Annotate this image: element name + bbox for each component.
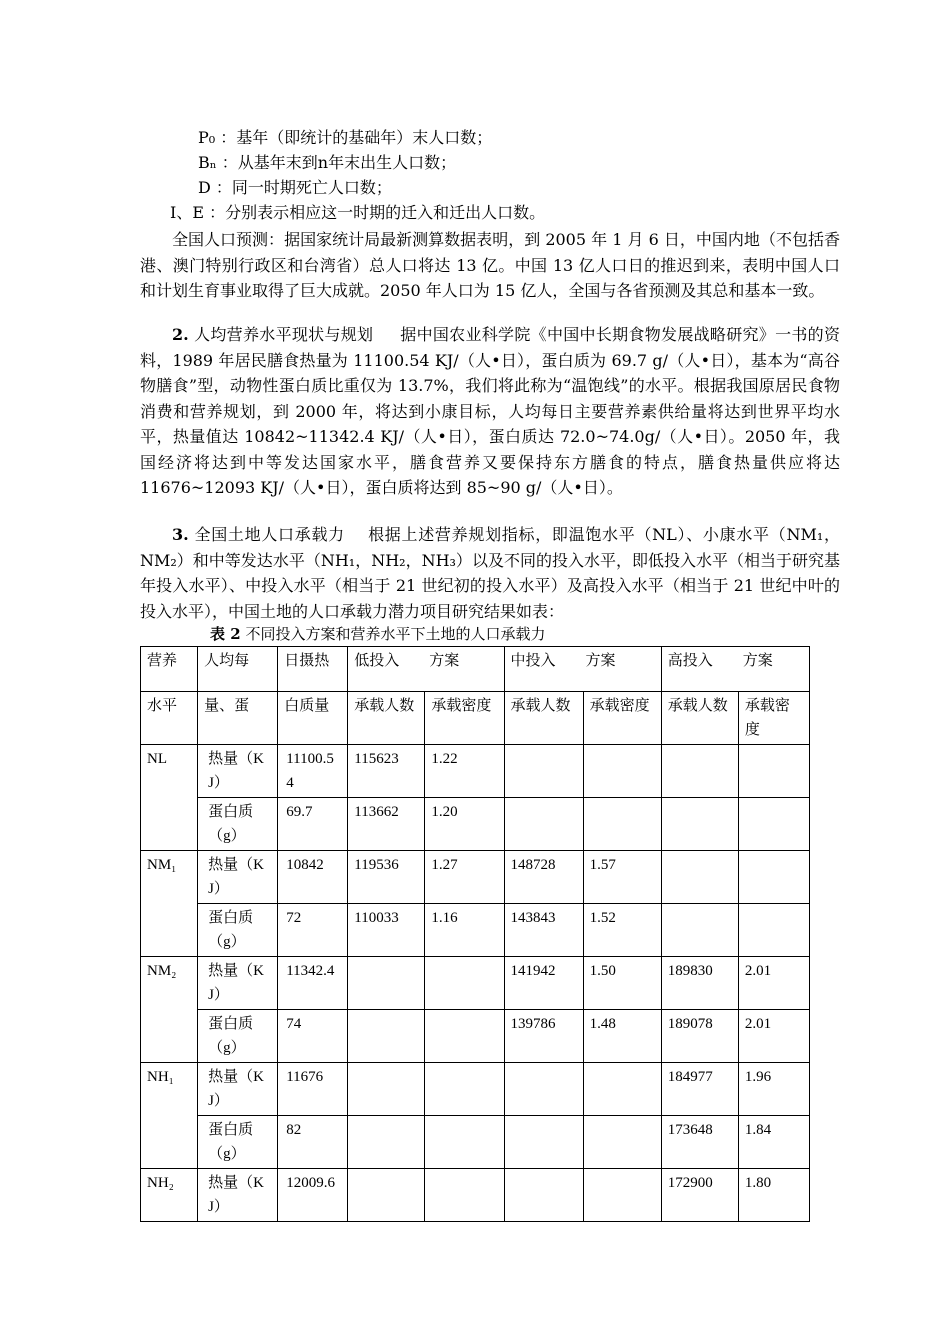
mid-people-cell: 143843: [504, 904, 583, 957]
section-2-paragraph: [140, 322, 840, 501]
mid-density-cell: [583, 1169, 661, 1222]
high-people-cell: [661, 904, 738, 957]
item-cell: 蛋白质（g）: [198, 904, 278, 957]
header-level-2: 水平: [141, 692, 198, 745]
header-intake-1: 日摄热: [278, 647, 348, 692]
item-cell: 热量（KJ）: [198, 745, 278, 798]
intake-cell: 11100.54: [278, 745, 348, 798]
table-row: [141, 1010, 810, 1063]
item-cell: 热量（KJ）: [198, 1169, 278, 1222]
high-people-cell: 172900: [661, 1169, 738, 1222]
high-people-cell: 189830: [661, 957, 738, 1010]
low-people-cell: 113662: [348, 798, 425, 851]
low-people-cell: [348, 1010, 425, 1063]
high-density-cell: [738, 904, 809, 957]
high-people-cell: [661, 798, 738, 851]
definition-p0: P₀ ：基年（即统计的基础年）末人口数；: [198, 128, 493, 147]
table-header-row-2: [141, 692, 810, 745]
low-people-cell: 119536: [348, 851, 425, 904]
section-3-heading: 全国土地人口承载力: [194, 525, 345, 544]
header-low-input: 低投入 方案: [348, 647, 504, 692]
item-cell: 热量（KJ）: [198, 1063, 278, 1116]
header-low-density: 承载密度: [425, 692, 504, 745]
mid-density-cell: [583, 1116, 661, 1169]
nutrition-level-cell: NH₁: [141, 1063, 198, 1169]
low-density-cell: [425, 1116, 504, 1169]
intake-cell: 69.7: [278, 798, 348, 851]
high-density-cell: 1.80: [738, 1169, 809, 1222]
low-people-cell: 110033: [348, 904, 425, 957]
high-people-cell: [661, 745, 738, 798]
header-mid-input: 中投入 方案: [504, 647, 661, 692]
intake-cell: 10842: [278, 851, 348, 904]
header-high-input: 高投入 方案: [661, 647, 809, 692]
low-density-cell: [425, 1169, 504, 1222]
header-item-1: 人均每: [198, 647, 278, 692]
mid-people-cell: 139786: [504, 1010, 583, 1063]
low-density-cell: [425, 1063, 504, 1116]
intake-cell: 11676: [278, 1063, 348, 1116]
low-density-cell: 1.16: [425, 904, 504, 957]
low-density-cell: 1.27: [425, 851, 504, 904]
low-density-cell: 1.22: [425, 745, 504, 798]
table-caption-number: 表 2: [210, 625, 241, 643]
header-mid-density: 承载密度: [583, 692, 661, 745]
header-high-density: 承载密度: [738, 692, 809, 745]
high-people-cell: 184977: [661, 1063, 738, 1116]
section-3-number: 3.: [172, 525, 189, 544]
table-row: [141, 957, 810, 1010]
header-item-2: 量、蛋: [198, 692, 278, 745]
section-2-body: 据中国农业科学院《中国中长期食物发展战略研究》一书的资料，1989 年居民膳食热量为 11100.54 KJ/（人•日），蛋白质为 69.7 g/（人•日），基本为“高谷物膳食”型，动物性蛋白质比重仅为 13.7%，我们将此称为“温饱线”的水平。根据我国原居民食物消费和营养规划，到 2000 年，将达到小康目标，人均每日主要营养素供给量将达到世界平均水平，热量值达 10842~11342.4 KJ/（人•日），蛋白质达 72.0~74.0g/（人•日）。2050 年，我国经济将达到中等发达国家水平，膳食营养又要保持东方膳食的特点，膳食热量供应将达 11676~12093 KJ/（人•日），蛋白质将达到 85~90 g/（人•日）。: [140, 325, 840, 497]
section-2-number: 2.: [172, 325, 189, 344]
section-2-heading: 人均营养水平现状与规划: [194, 325, 374, 344]
table-row: [141, 904, 810, 957]
item-cell: 蛋白质（g）: [198, 1116, 278, 1169]
mid-people-cell: [504, 1063, 583, 1116]
mid-people-cell: 148728: [504, 851, 583, 904]
table-row: [141, 1063, 810, 1116]
table-header-row-1: [141, 647, 810, 692]
mid-people-cell: [504, 745, 583, 798]
mid-density-cell: 1.57: [583, 851, 661, 904]
high-density-cell: 2.01: [738, 957, 809, 1010]
mid-density-cell: [583, 745, 661, 798]
high-density-cell: 1.96: [738, 1063, 809, 1116]
header-intake-2: 白质量: [278, 692, 348, 745]
low-density-cell: 1.20: [425, 798, 504, 851]
mid-people-cell: [504, 1169, 583, 1222]
nutrition-level-cell: NH₂: [141, 1169, 198, 1222]
mid-people-cell: [504, 1116, 583, 1169]
item-cell: 热量（KJ）: [198, 851, 278, 904]
definition-d: D ：同一时期死亡人口数；: [198, 178, 392, 197]
intake-cell: 72: [278, 904, 348, 957]
low-people-cell: [348, 957, 425, 1010]
table-row: [141, 745, 810, 798]
intake-cell: 12009.6: [278, 1169, 348, 1222]
table-row: [141, 798, 810, 851]
high-density-cell: [738, 851, 809, 904]
intake-cell: 82: [278, 1116, 348, 1169]
definition-ie: I、E ：分别表示相应这一时期的迁入和迁出人口数。: [170, 203, 546, 222]
mid-density-cell: [583, 798, 661, 851]
item-cell: 热量（KJ）: [198, 957, 278, 1010]
table-row: [141, 1116, 810, 1169]
table-caption-text: 不同投入方案和营养水平下土地的人口承载力: [245, 625, 546, 643]
high-density-cell: [738, 745, 809, 798]
intake-cell: 74: [278, 1010, 348, 1063]
mid-people-cell: 141942: [504, 957, 583, 1010]
intake-cell: 11342.4: [278, 957, 348, 1010]
low-density-cell: [425, 1010, 504, 1063]
high-density-cell: 2.01: [738, 1010, 809, 1063]
item-cell: 蛋白质（g）: [198, 1010, 278, 1063]
high-people-cell: 189078: [661, 1010, 738, 1063]
mid-density-cell: 1.48: [583, 1010, 661, 1063]
low-people-cell: [348, 1169, 425, 1222]
table-row: [141, 1169, 810, 1222]
mid-density-cell: 1.50: [583, 957, 661, 1010]
high-density-cell: 1.84: [738, 1116, 809, 1169]
mid-people-cell: [504, 798, 583, 851]
nutrition-level-cell: NL: [141, 745, 198, 851]
mid-density-cell: 1.52: [583, 904, 661, 957]
header-high-people: 承载人数: [661, 692, 738, 745]
nutrition-level-cell: NM₂: [141, 957, 198, 1063]
table-row: [141, 851, 810, 904]
header-low-people: 承载人数: [348, 692, 425, 745]
section-3-paragraph: [140, 522, 840, 624]
table-caption: [210, 623, 545, 644]
mid-density-cell: [583, 1063, 661, 1116]
header-level-1: 营养: [141, 647, 198, 692]
low-density-cell: [425, 957, 504, 1010]
section-3-body: 根据上述营养规划指标，即温饱水平（NL）、小康水平（NM₁，NM₂）和中等发达水平（NH₁，NH₂，NH₃）以及不同的投入水平，即低投入水平（相当于研究基年投入水平）、中投入水平（相当于 21 世纪初的投入水平）及高投入水平（相当于 21 世纪中叶的投入水平），中国土地的人口承载力潜力项目研究结果如表：: [140, 525, 840, 621]
high-density-cell: [738, 798, 809, 851]
forecast-paragraph: 全国人口预测：据国家统计局最新测算数据表明，到 2005 年 1 月 6 日，中国内地（不包括香港、澳门特别行政区和台湾省）总人口将达 13 亿。中国 13 亿人口日的推迟到来，表明中国人口和计划生育事业取得了巨大成就。2050 年人口为 15 亿人，全国与各省预测及其总和基本一致。: [140, 230, 840, 300]
carrying-capacity-table: [140, 646, 810, 1222]
low-people-cell: [348, 1063, 425, 1116]
low-people-cell: 115623: [348, 745, 425, 798]
low-people-cell: [348, 1116, 425, 1169]
high-people-cell: [661, 851, 738, 904]
definition-bn: Bₙ ：从基年末到n年末出生人口数；: [198, 153, 457, 172]
header-mid-people: 承载人数: [504, 692, 583, 745]
high-people-cell: 173648: [661, 1116, 738, 1169]
item-cell: 蛋白质（g）: [198, 798, 278, 851]
nutrition-level-cell: NM₁: [141, 851, 198, 957]
